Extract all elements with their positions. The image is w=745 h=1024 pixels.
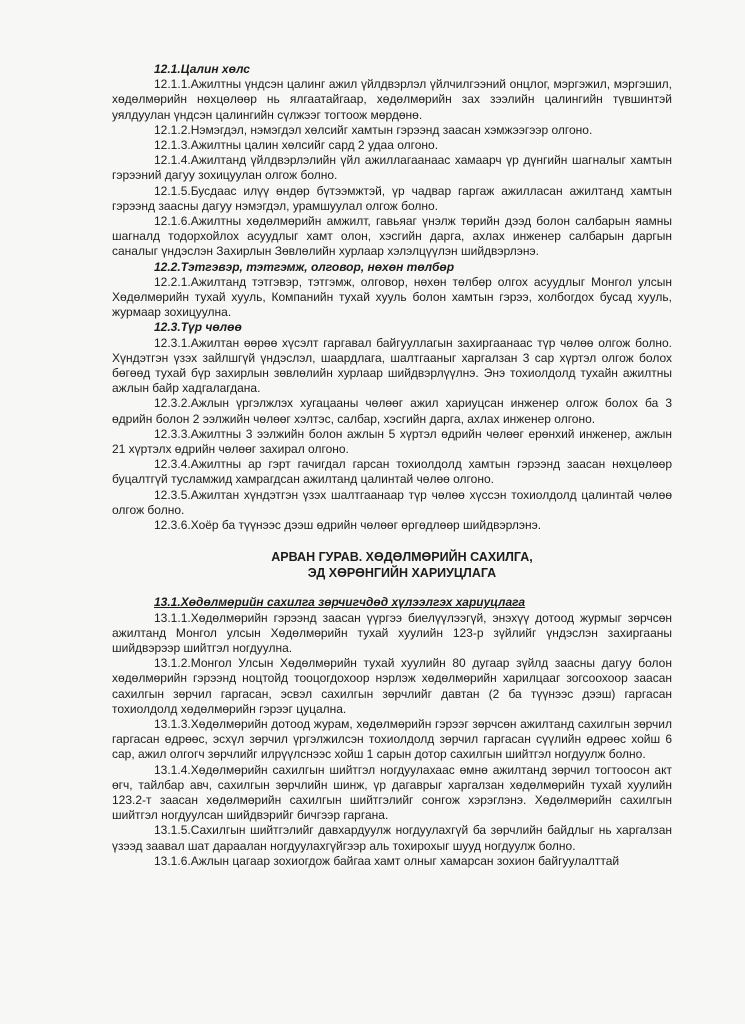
paragraph-12-3-1: 12.3.1.Ажилтан өөрөө хүсэлт гаргавал байгууллагын захиргаанаас түр чөлөө олгож болно. Хүндэтгэн үзэх зайлшгүй үндэслэл, шаардлага, шалтгааныг харгалзан 3 сар хүртэл олгож болох бөгөөд тухай бүр захирлын зөвлөлийн хурлаар шийдвэрлүүлнэ. Энэ тохиолдолд тухайн ажилтны ажлын байр хадгалагдана.: [112, 335, 672, 396]
paragraph-12-1-1: 12.1.1.Ажилтны үндсэн цалинг ажил үйлдвэрлэл үйлчилгээний онцлог, мэргэжил, мэргэшил, хөдөлмөрийн нөхцөлөөр нь ялгаатайгаар, хөдөлмөрийн зах зээлийн цалингийн түвшинтэй уялдуулан үндсэн цалингийн сүлжээг тогтоож мөрдөнө.: [112, 77, 672, 122]
paragraph-13-1-3: 13.1.3.Хөдөлмөрийн дотоод журам, хөдөлмөрийн гэрээг зөрчсөн ажилтанд сахилгын зөрчил гаргасан өдрөөс, эсхүл зөрчил үргэлжилсэн тохиолдолд зөрчил гаргасан сүүлийн өдрөөс хойш 6 сар, ажил олгогч зөрчлийг илрүүлснээс хойш 1 сарын дотор сахилгын шийтгэл ногдуулж болно.: [112, 716, 672, 762]
paragraph-12-3-5: 12.3.5.Ажилтан хүндэтгэн үзэх шалтгаанаар түр чөлөө хүссэн тохиолдолд цалинтай чөлөө олгож болно.: [112, 487, 672, 517]
paragraph-12-1-3: 12.1.3.Ажилтны цалин хөлсийг сард 2 удаа олгоно.: [154, 138, 439, 153]
document-body: [112, 62, 672, 869]
paragraph-13-1-2: 13.1.2.Монгол Улсын Хөдөлмөрийн тухай хуулийн 80 дугаар зүйлд заасны дагуу болон хөдөлмөрийн гэрээнд ноцтойд тооцогдохоор нэрлэж хөдөлмөрийн харилцааг зогсоохоор заасан сахилгын зөрчил гаргасан, эсвэл сахилгын зөрчлийг давтан (2 ба түүнээс дээш) гаргасан тохиолдолд хөдөлмөрийн гэрээг цуцална.: [112, 656, 672, 716]
paragraph-12-3-6: 12.3.6.Хоёр ба түүнээс дээш өдрийн чөлөөг өргөдлөөр шийдвэрлэнэ.: [154, 518, 542, 533]
section-heading-12-1: 12.1.Цалин хөлс: [154, 62, 250, 76]
chapter-title-line-2: ЭД ХӨРӨНГИЙН ХАРИУЦЛАГА: [307, 566, 497, 581]
paragraph-12-1-2: 12.1.2.Нэмэгдэл, нэмэгдэл хөлсийг хамтын гэрээнд заасан хэмжээгээр олгоно.: [154, 122, 593, 137]
chapter-title-line-1: АРВАН ГУРАВ. ХӨДӨЛМӨРИЙН САХИЛГА,: [271, 550, 533, 565]
chapter-title: [112, 549, 672, 581]
paragraph-12-1-4: 12.1.4.Ажилтанд үйлдвэрлэлийн үйл ажиллагаанаас хамаарч үр дүнгийн шагналыг хамтын гэрээний дагуу зохицуулан олгож болно.: [112, 153, 672, 183]
paragraph-12-2-1: 12.2.1.Ажилтанд тэтгэвэр, тэтгэмж, олговор, нөхөн төлбөр олгох асуудлыг Монгол улсын Хөдөлмөрийн тухай хууль, Компанийн тухай хууль болон хамтын гэрээ, холбогдох бусад хууль, журмаар зохицуулна.: [112, 274, 672, 320]
paragraph-12-3-3: 12.3.3.Ажилтны 3 ээлжийн болон ажлын 5 хүртэл өдрийн чөлөөг ерөнхий инженер, ажлын 21 хүртэлх өдрийн чөлөөг захирал олгоно.: [112, 426, 672, 457]
paragraph-12-3-4: 12.3.4.Ажилтны ар гэрт гачигдал гарсан тохиолдолд хамтын гэрээнд заасан нөхцөлөөр буцалтгүй тусламжид хамрагдсан ажилтанд цалинтай чөлөө олгоно.: [112, 457, 672, 487]
section-heading-12-3: 12.3.Түр чөлөө: [154, 320, 242, 335]
paragraph-13-1-5: 13.1.5.Сахилгын шийтгэлийг давхардуулж ногдуулахгүй ба зөрчлийн байдлыг нь харгалзан үзээд заавал шат дараалан ногдуулахгүйгээр аль тохирохыг шууд ногдуулж болно.: [112, 823, 672, 853]
section-heading-13-1: 13.1.Хөдөлмөрийн сахилга зөрчигчдөд хүлээлгэх хариуцлага: [154, 595, 526, 610]
paragraph-13-1-6: 13.1.6.Ажлын цагаар зохиогдож байгаа хамт олныг хамарсан зохион байгуулалттай: [154, 853, 620, 868]
paragraph-12-1-6: 12.1.6.Ажилтны хөдөлмөрийн амжилт, гавьяаг үнэлж төрийн дээд болон салбарын яамны шагналд тодорхойлох асуудлыг хамт олон, хэсгийн дарга, ахлах инженер салбарын даргын саналыг үндэслэн Захирлын Зөвлөлийн хурлаар хэлэлцүүлэн шийдвэрлэнэ.: [112, 214, 672, 259]
section-heading-12-2: 12.2.Тэтгэвэр, тэтгэмж, олговор, нөхөн төлбөр: [154, 259, 455, 274]
paragraph-13-1-1: 13.1.1.Хөдөлмөрийн гэрээнд заасан үүргээ биелүүлээгүй, энэхүү дотоод журмыг зөрчсөн ажилтанд Монгол улсын Хөдөлмөрийн тухай хуулийн 123-р зүйлийг үндэслэн захиргааны шийдвэрээр шийтгэл ногдуулна.: [112, 610, 672, 655]
paragraph-12-3-2: 12.3.2.Ажлын үргэлжлэх хугацааны чөлөөг ажил хариуцсан инженер олгож болох ба 3 өдрийн болон 2 ээлжийн чөлөөг хэлтэс, салбар, хэсгийн дарга, ахлах инженер олгоно.: [112, 396, 672, 426]
paragraph-12-1-5: 12.1.5.Бусдаас илүү өндөр бүтээмжтэй, үр чадвар гаргаж ажилласан ажилтанд хамтын гэрээнд заасны дагуу нэмэгдэл, урамшуулал олгож болно.: [112, 183, 672, 213]
paragraph-13-1-4: 13.1.4.Хөдөлмөрийн сахилгын шийтгэл ногдуулахаас өмнө ажилтанд зөрчил тогтоосон акт өгч, тайлбар авч, сахилгын зөрчлийн шинж, үр дагаврыг харгалзан хөдөлмөрийн тухай хуулийн 123.2-т заасан хөдөлмөрийн сахилгын шийтгэлийг сонгож хэрэглэнэ. Хөдөлмөрийн сахилгын шийтгэл ногдуулсан шийдвэрийг бичгээр гаргана.: [112, 762, 672, 823]
